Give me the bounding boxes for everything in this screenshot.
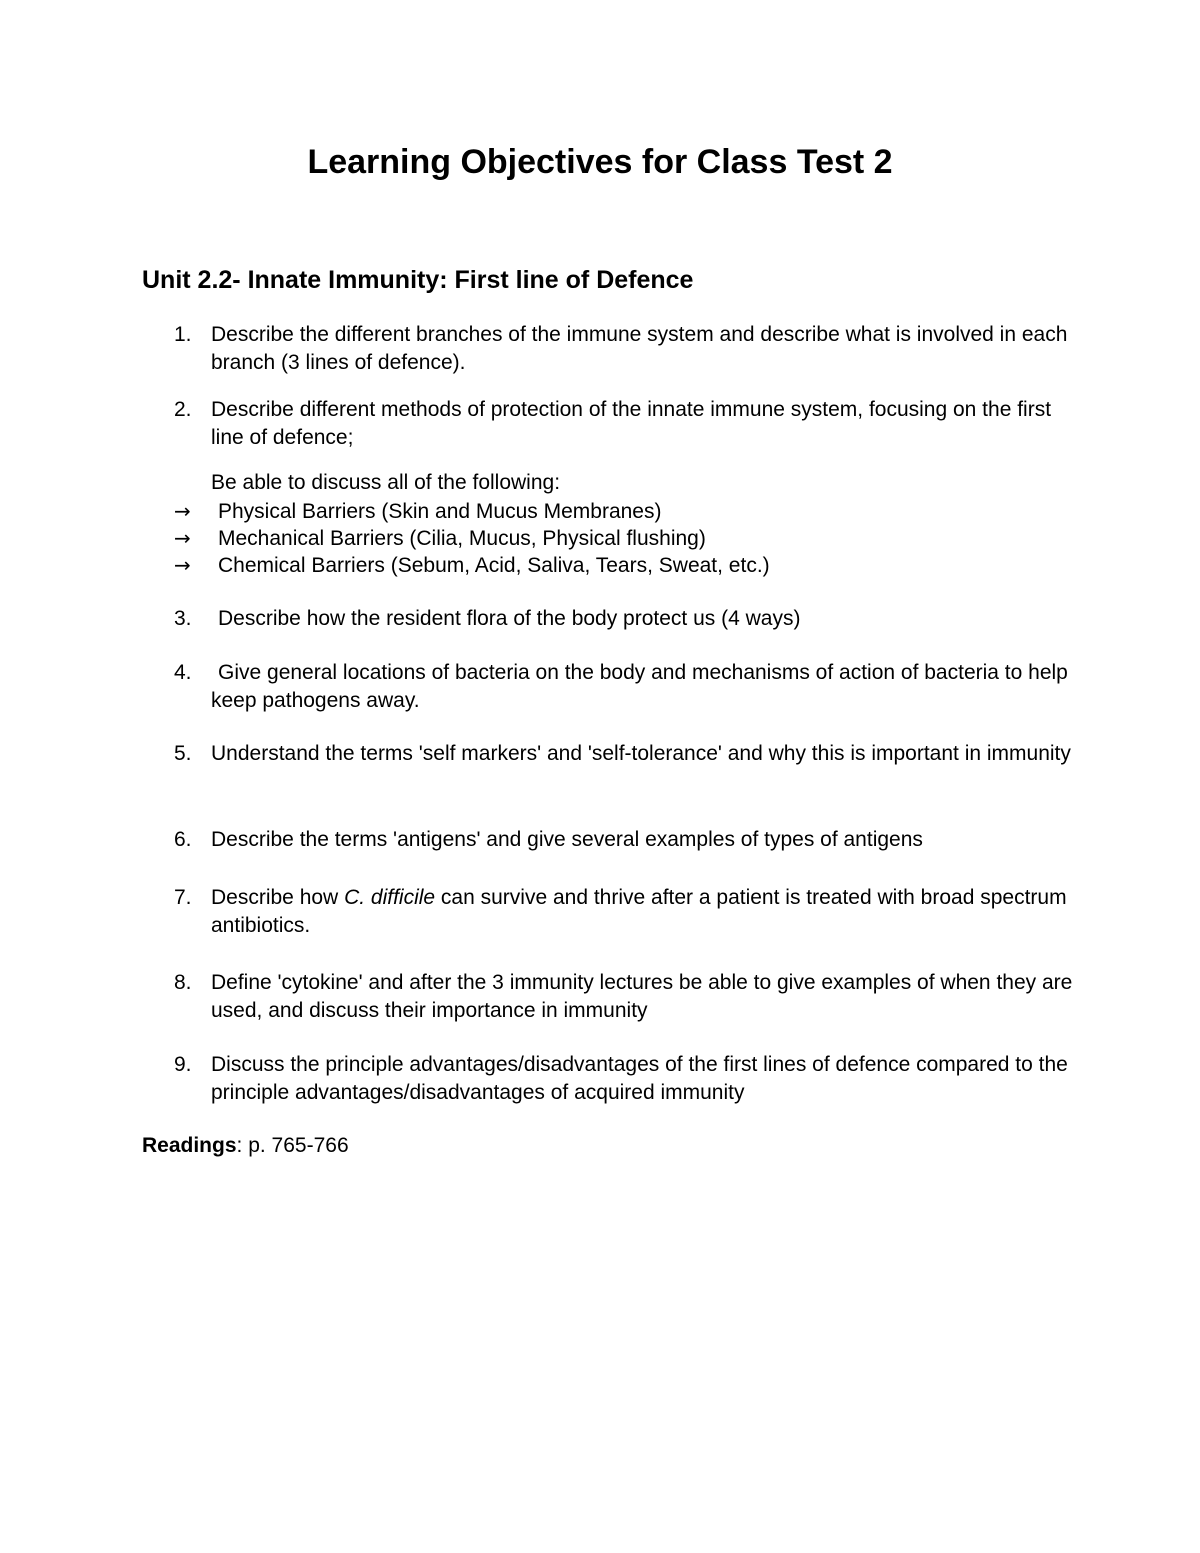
objective-number: 7. xyxy=(174,886,192,909)
arrow-icon: → xyxy=(174,499,191,523)
bullet-text: Mechanical Barriers (Cilia, Mucus, Physical flushing) xyxy=(218,527,706,550)
objective-text: Describe the different branches of the immune system and describe what is involved in each branch (3 lines of defence). xyxy=(211,323,1068,374)
objective-text: Discuss the principle advantages/disadvantages of the first lines of defence compared to the principle advantages/disadvantages of acquired immunity xyxy=(211,1053,1068,1104)
readings-label: Readings xyxy=(142,1134,237,1157)
objective-item-4 xyxy=(174,659,1074,715)
arrow-icon: → xyxy=(174,553,191,577)
objective-item-5 xyxy=(174,740,1074,768)
objective-item-2 xyxy=(174,396,1074,452)
objective-text xyxy=(211,884,1074,940)
objective-text: Define 'cytokine' and after the 3 immunity lectures be able to give examples of when they are used, and discuss their importance in immunity xyxy=(211,971,1073,1022)
objective-number: 9. xyxy=(174,1053,192,1076)
objective-text xyxy=(211,659,1074,715)
objective-text: Understand the terms 'self markers' and 'self-tolerance' and why this is important in immunity xyxy=(211,742,1071,765)
objective-text: Describe different methods of protection of the innate immune system, focusing on the first line of defence; xyxy=(211,398,1052,449)
readings-pages: : p. 765-766 xyxy=(236,1134,349,1157)
objective-number: 5. xyxy=(174,742,192,765)
objective-number: 2. xyxy=(174,398,192,421)
bullet-text: Chemical Barriers (Sebum, Acid, Saliva, Tears, Sweat, etc.) xyxy=(218,554,770,577)
objective-text: Describe the terms 'antigens' and give several examples of types of antigens xyxy=(211,828,923,851)
barrier-bullet-item xyxy=(174,525,706,552)
bullet-text: Physical Barriers (Skin and Mucus Membranes) xyxy=(218,500,662,523)
objective-text: Describe how the resident flora of the body protect us (4 ways) xyxy=(218,607,801,630)
barrier-bullet-item xyxy=(174,552,770,579)
sub-list-intro: Be able to discuss all of the following: xyxy=(211,471,561,494)
objective-number: 6. xyxy=(174,828,192,851)
objective-number: 1. xyxy=(174,323,192,346)
objective-item-3 xyxy=(174,605,1074,633)
objective-item-8 xyxy=(174,969,1074,1025)
organism-name: C. difficile xyxy=(344,886,436,909)
arrow-icon: → xyxy=(174,526,191,550)
unit-heading: Unit 2.2- Innate Immunity: First line of Defence xyxy=(142,266,694,294)
objective-number: 4. xyxy=(174,661,192,684)
objective-text-content: Give general locations of bacteria on the body and mechanisms of action of bacteria to help keep pathogens away. xyxy=(211,661,1068,712)
objective-number: 8. xyxy=(174,971,192,994)
objective-item-1 xyxy=(174,321,1074,377)
objective-text-end: can survive and thrive after a patient is treated with broad spectrum antibiotics. xyxy=(211,886,1067,937)
readings-line xyxy=(142,1132,349,1160)
objective-item-6 xyxy=(174,826,1074,854)
objective-item-9 xyxy=(174,1051,1074,1107)
document-title: Learning Objectives for Class Test 2 xyxy=(307,143,893,181)
objective-number: 3. xyxy=(174,607,192,630)
objective-text-start: Describe how xyxy=(211,886,345,909)
objective-item-7 xyxy=(174,884,1074,940)
barrier-bullet-item xyxy=(174,498,661,525)
